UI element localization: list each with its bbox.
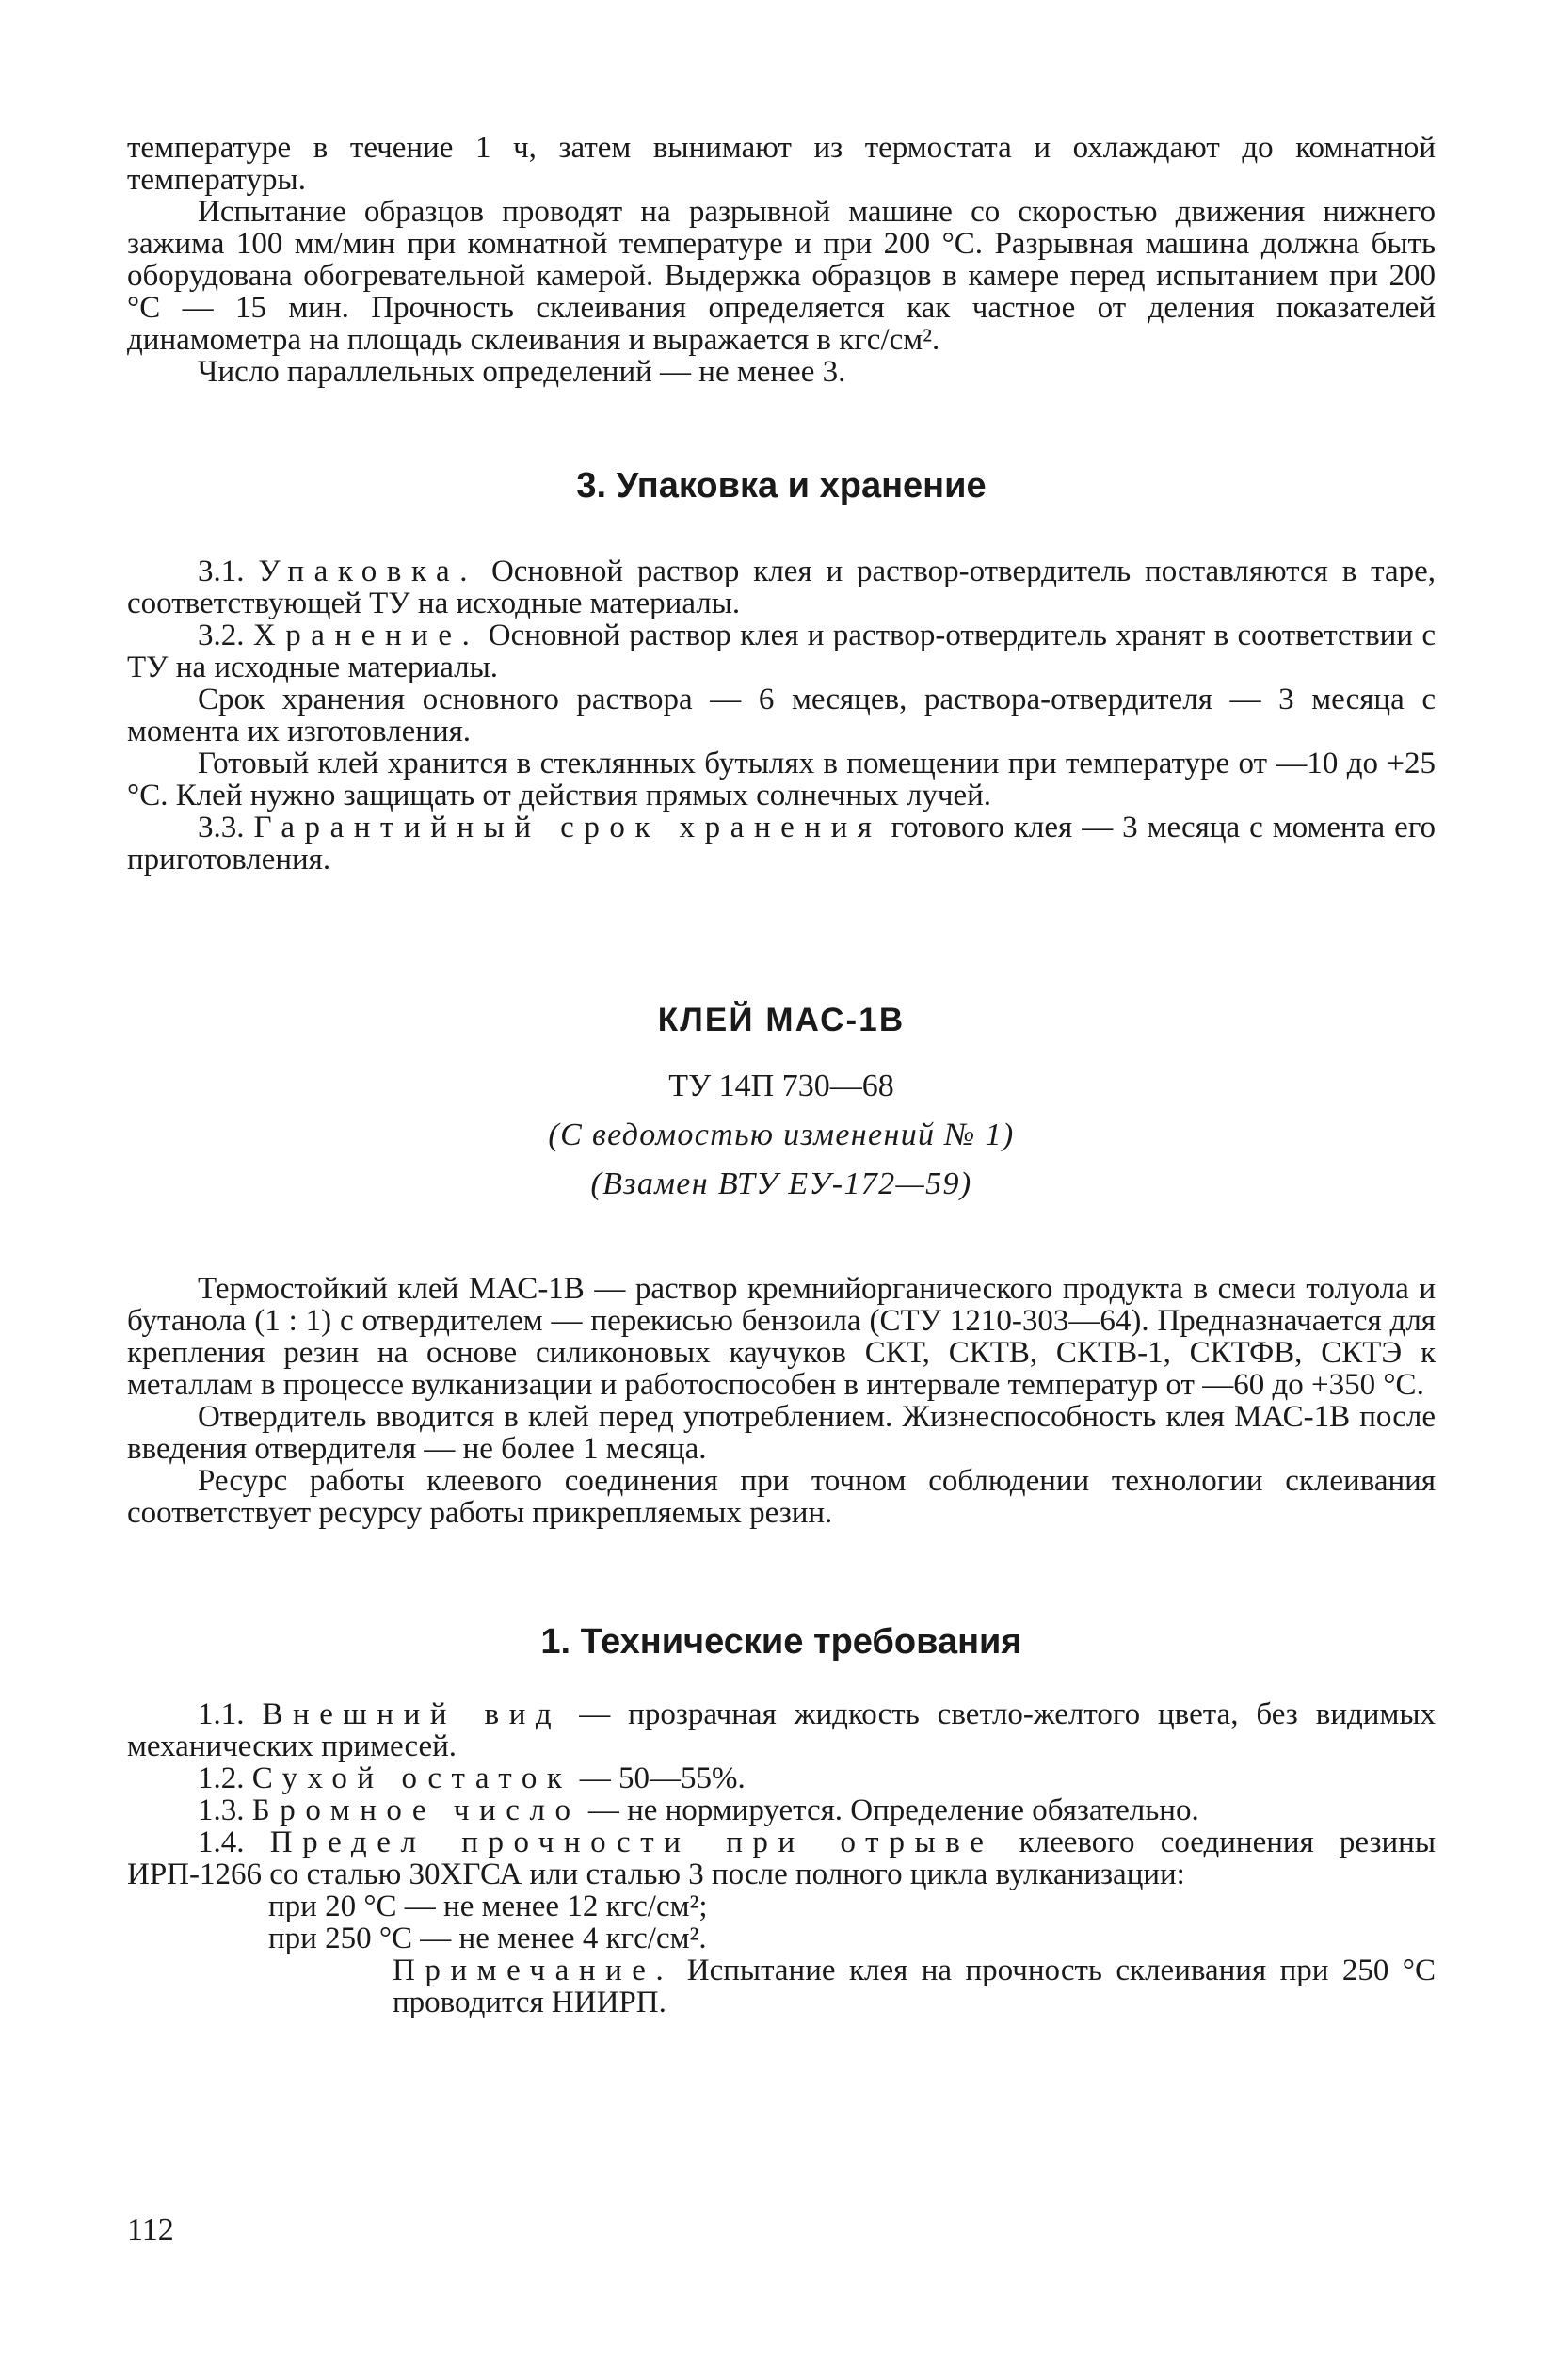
page-number: 112 bbox=[127, 2212, 174, 2247]
hardener-paragraph: Отвердитель вводится в клей перед употреблением. Жизнеспособность клея МАС-1В после введения отвердителя — не более 1 месяца. bbox=[127, 1400, 1436, 1466]
item-1-4 bbox=[127, 1826, 1436, 1890]
item-number: 3.2. bbox=[198, 619, 245, 652]
note-label: Примечание. bbox=[393, 1954, 674, 1987]
product-replaces: (Взамен ВТУ ЕУ-172—59) bbox=[590, 1166, 972, 1201]
test-method-paragraph: Испытание образцов проводят на разрывной машине со скоростью движения нижнего зажима 100 мм/мин при комнатной температуре и при 200 °С. Разрывная машина должна быть оборудована обогревательной камерой. Выдержка образцов в камере перед испытанием при 200 °С — 15 мин. Прочность склеивания определяется как частное от деления показателей динамометра на площадь склеивания и выражается в кгс/см². bbox=[127, 195, 1436, 357]
condition-20c: при 20 °С — не менее 12 кгс/см²; bbox=[268, 1890, 708, 1923]
item-term: Бромное число bbox=[251, 1793, 581, 1827]
item-1-1 bbox=[127, 1698, 1436, 1762]
item-term: Гарантийный срок хранения bbox=[253, 811, 882, 844]
item-text: Основной раствор клея и раствор-отвердитель хранят в соответствии с ТУ на исходные материалы. bbox=[127, 619, 1436, 684]
item-text: — 50—55%. bbox=[579, 1761, 746, 1795]
item-1-2 bbox=[127, 1762, 1436, 1794]
section-1-heading: 1. Технические требования bbox=[540, 1622, 1022, 1662]
continuation-paragraph: температуре в течение 1 ч, затем вынимают из термостата и охлаждают до комнатной температуры. bbox=[127, 131, 1436, 197]
item-term: Внешний вид bbox=[262, 1697, 562, 1731]
item-number: 1.4. bbox=[198, 1825, 245, 1859]
section-3-heading: 3. Упаковка и хранение bbox=[576, 466, 987, 506]
item-3-1 bbox=[127, 555, 1436, 619]
product-description: Термостойкий клей МАС-1В — раствор кремнийорганического продукта в смеси толуола и бутанола (1 : 1) с отвердителем — перекисью бензоила (СТУ 1210-303—64). Предназначается для крепления резин на основе силиконовых каучуков СКТ, СКТВ, СКТВ-1, СКТФВ, СКТЭ к металлам в процессе вулканизации и работоспособен в интервале температур от —60 до +350 °С. bbox=[127, 1272, 1436, 1402]
storage-period-paragraph: Срок хранения основного раствора — 6 месяцев, раствора-отвердителя — 3 месяца с момента их изготовления. bbox=[127, 683, 1436, 748]
item-text: Основной раствор клея и раствор-отвердитель поставляются в таре, соответствующей ТУ на исходные материалы. bbox=[127, 555, 1437, 620]
item-text: готового клея — 3 месяца с момента его приготовления. bbox=[127, 811, 1437, 876]
item-1-3 bbox=[127, 1794, 1436, 1826]
item-term: Хранение. bbox=[252, 619, 480, 652]
item-number: 3.3. bbox=[198, 811, 245, 844]
item-number: 3.1. bbox=[198, 555, 245, 588]
item-3-2 bbox=[127, 619, 1436, 683]
product-changes: (С ведомостью изменений № 1) bbox=[548, 1118, 1015, 1152]
item-term: Сухой остаток bbox=[251, 1761, 572, 1795]
item-text: — не нормируется. Определение обязательно. bbox=[587, 1793, 1199, 1827]
item-term: Упаковка. bbox=[258, 555, 478, 588]
parallel-count-paragraph: Число параллельных определений — не менее 3. bbox=[198, 355, 846, 389]
note bbox=[127, 1954, 1436, 2018]
item-3-3 bbox=[127, 812, 1436, 876]
page-body bbox=[127, 132, 1436, 2018]
item-number: 1.3. bbox=[198, 1793, 245, 1827]
item-text: — прозрачная жидкость светло-желтого цвета, без видимых механических примесей. bbox=[127, 1697, 1436, 1763]
ready-glue-paragraph: Готовый клей хранится в стеклянных бутылях в помещении при температуре от —10 до +25 °С. Клей нужно защищать от действия прямых солнечных лучей. bbox=[127, 747, 1436, 812]
product-spec: ТУ 14П 730—68 bbox=[668, 1069, 894, 1103]
item-term: Предел прочности при отрыве bbox=[269, 1825, 994, 1859]
item-number: 1.1. bbox=[198, 1697, 245, 1731]
item-number: 1.2. bbox=[198, 1761, 245, 1795]
resource-paragraph: Ресурс работы клеевого соединения при точном соблюдении технологии склеивания соответствует ресурсу работы прикрепляемых резин. bbox=[127, 1464, 1436, 1530]
product-title: КЛЕЙ МАС-1В bbox=[657, 1002, 906, 1038]
note-text: Испытание клея на прочность склеивания при 250 °С проводится НИИРП. bbox=[393, 1954, 1436, 2019]
condition-250c: при 250 °С — не менее 4 кгс/см². bbox=[268, 1922, 707, 1955]
item-text: клеевого соединения резины ИРП-1266 со сталью 30ХГСА или сталью 3 после полного цикла вулканизации: bbox=[127, 1825, 1436, 1891]
